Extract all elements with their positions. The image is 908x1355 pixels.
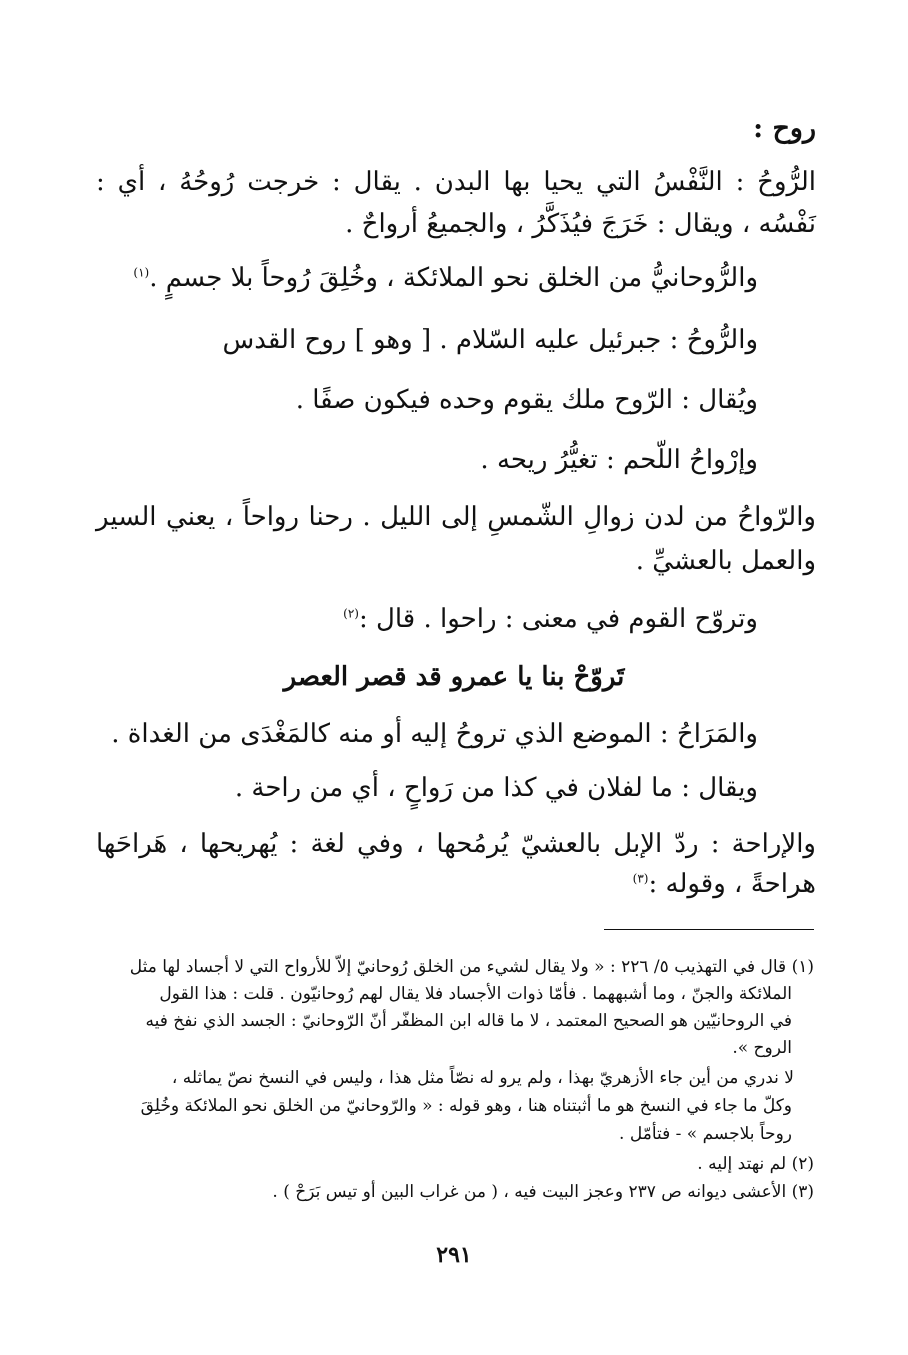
paragraph-line — [633, 869, 816, 899]
paragraph-line — [343, 604, 758, 634]
footnote-marker: (١) — [133, 265, 150, 280]
paragraph-line: نَفْسُه ، ويقال : خَرَجَ فيُذَكَّرُ ، والجميعُ أرواحٌ . — [345, 209, 816, 239]
footnote-marker: (٣) — [632, 871, 649, 886]
paragraph-line: والرّواحُ من لدن زوالِ الشّمسِ إلى الليل . رحنا رواحاً ، يعني السير — [96, 502, 816, 532]
paragraph-text: والرُّوحانيُّ من الخلق نحو الملائكة ، وخُلِقَ رُوحاً بلا جسمٍ . — [149, 263, 758, 293]
paragraph-line: ويُقال : الرّوح ملك يقوم وحده فيكون صفًا . — [295, 385, 758, 415]
verse-line: تَروّحْ بنا يا عمرو قد قصر العصر — [283, 662, 625, 692]
footnote-line: وكلّ ما جاء في النسخ هو ما أثبتناه هنا ، وهو قوله : « والرّوحانيّ من الخلق نحو الملائكة وخُلِقَ — [140, 1096, 792, 1116]
paragraph-line: ويقال : ما لفلان في كذا من رَواحٍ ، أي من راحة . — [234, 773, 758, 803]
page-number: ٢٩١ — [436, 1242, 472, 1268]
paragraph-line — [133, 263, 758, 293]
footnote-line: (١) قال في التهذيب ٥/ ٢٢٦ : « ولا يقال لشيء من الخلق رُوحانيّ إلاّ للأرواح التي لا أجساد لها مثل — [129, 957, 814, 977]
entry-heading: روح : — [753, 113, 816, 144]
footnote-line: الملائكة والجنّ ، وما أشبههما . فأمّا ذوات الأجساد فلا يقال لهم رُوحانيّون . قلت : هذا القول — [159, 984, 792, 1004]
footnote-line: روحاً بلاجسم » - فتأمّل . — [619, 1124, 792, 1144]
paragraph-line: الرُّوحُ : النَّفْسُ التي يحيا بها البدن . يقال : خرجت رُوحُهُ ، أي : — [96, 167, 816, 197]
footnote-line: الروح ». — [732, 1038, 792, 1058]
footnote-separator — [604, 929, 814, 930]
footnote-line: (٣) الأعشى ديوانه ص ٢٣٧ وعجز البيت فيه ، ( من غراب البين أو تيس بَرَحْ ) . — [272, 1182, 814, 1202]
footnote-line: لا ندري من أين جاء الأزهريّ بهذا ، ولم يرو له نصّاً مثل هذا ، وليس في النسخ نصّ يماثله ، — [171, 1068, 794, 1088]
footnote-marker: (٢) — [343, 606, 359, 621]
footnote-line: (٢) لم نهتد إليه . — [697, 1154, 814, 1174]
paragraph-line: وإرْواحُ اللّحم : تغيُّرُ ريحه . — [480, 445, 758, 475]
paragraph-line: والعمل بالعشيِّ . — [635, 546, 816, 576]
paragraph-line: والرُّوحُ : جبرئيل عليه السّلام . [ وهو ] روح القدس — [222, 325, 758, 355]
paragraph-line: والإراحة : ردّ الإبل بالعشيّ يُرمُحها ، وفي لغة : يُهريحها ، هَراحَها — [96, 829, 816, 859]
footnote-line: في الروحانيّين هو الصحيح المعتمد ، لا ما قاله ابن المظفّر أنّ الرّوحانيّ : الجسد الذي نفخ فيه — [145, 1011, 792, 1031]
paragraph-line: والمَرَاحُ : الموضع الذي تروحُ إليه أو منه كالمَغْدَى من الغداة . — [111, 719, 758, 749]
paragraph-text: هراحةً ، وقوله : — [648, 869, 816, 899]
paragraph-text: وتروّح القوم في معنى : راحوا . قال : — [358, 604, 758, 634]
